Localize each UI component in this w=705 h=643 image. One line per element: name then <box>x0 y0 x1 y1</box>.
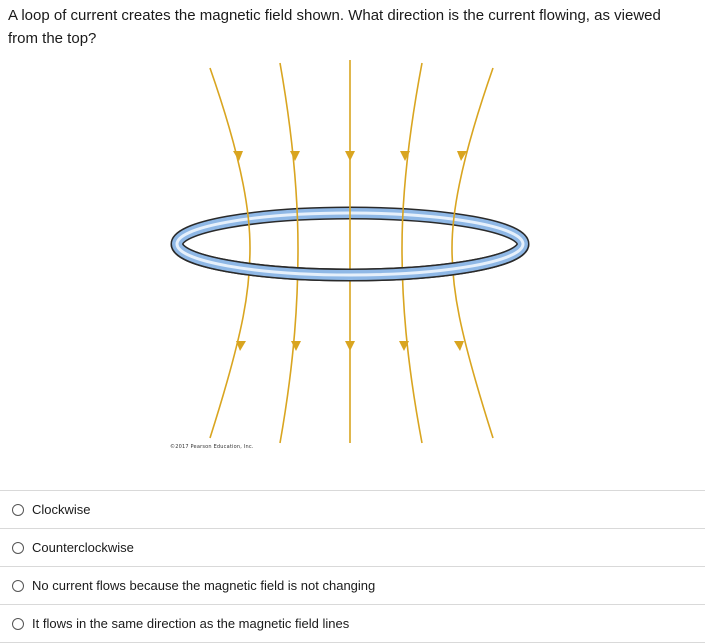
option-same-direction[interactable] <box>0 604 705 643</box>
field-diagram <box>160 58 540 458</box>
field-arrow-2-top <box>290 151 300 161</box>
field-arrow-3-bottom <box>345 341 355 351</box>
radio-button[interactable] <box>12 504 24 516</box>
figure-credit: ©2017 Pearson Education, Inc. <box>170 444 254 450</box>
radio-button[interactable] <box>12 542 24 554</box>
option-counterclockwise[interactable] <box>0 528 705 566</box>
field-arrow-5-bottom <box>454 341 464 351</box>
field-line-5 <box>452 68 493 438</box>
field-arrow-3-top <box>345 151 355 161</box>
option-label: It flows in the same direction as the magnetic field lines <box>32 616 350 631</box>
field-line-2 <box>280 63 298 443</box>
radio-button[interactable] <box>12 618 24 630</box>
question-text: A loop of current creates the magnetic field shown. What direction is the current flowing, as viewed from the top? <box>8 7 661 47</box>
radio-button[interactable] <box>12 580 24 592</box>
field-line-1 <box>210 68 250 438</box>
option-clockwise[interactable] <box>0 490 705 528</box>
option-no-current[interactable] <box>0 566 705 604</box>
field-line-4 <box>402 63 422 443</box>
option-label: No current flows because the magnetic field is not changing <box>32 578 376 593</box>
answer-options <box>0 490 705 643</box>
option-label: Counterclockwise <box>32 540 134 555</box>
field-arrow-1-bottom <box>236 341 246 351</box>
option-label: Clockwise <box>32 502 91 517</box>
magnetic-field-figure <box>160 58 540 458</box>
